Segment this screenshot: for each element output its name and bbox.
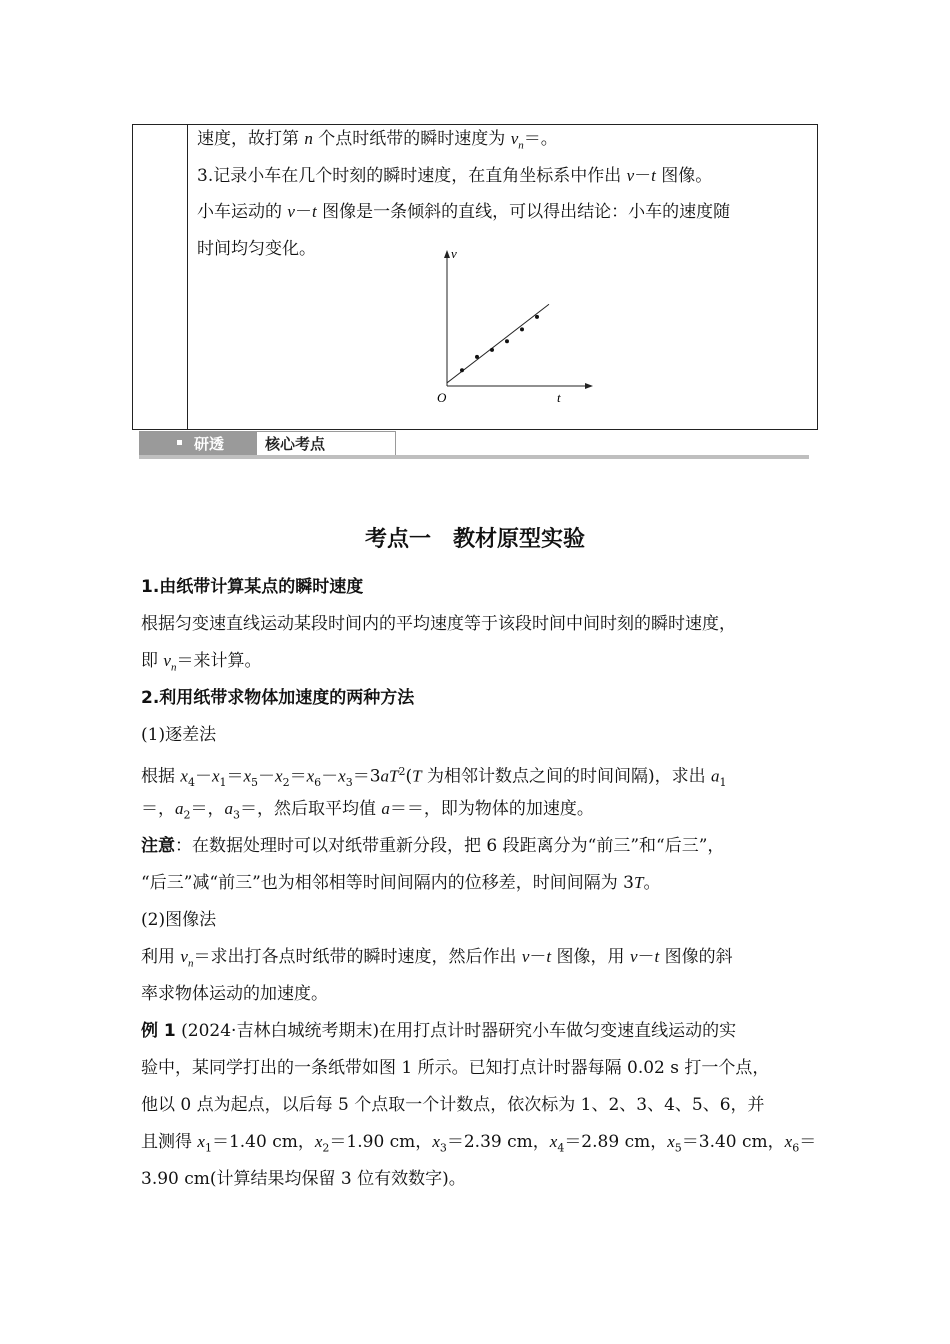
method-1-line-2: ＝，$a_2=$，$a_3=$，然后取平均值 a＝＝，即为物体的加速度。	[141, 799, 594, 822]
subsection-title-1: 1.由纸带计算某点的瞬时速度	[141, 577, 364, 597]
paragraph-1-line-2: 即 $v_n=$来计算。	[141, 651, 262, 674]
method-2-title: (2)图像法	[141, 910, 217, 930]
method-1-title: (1)逐差法	[141, 725, 217, 745]
note-line-1: 注意：在数据处理时可以对纸带重新分段，把 6 段距离分为“前三”和“后三”，	[141, 836, 725, 856]
example-line-3: 他以 0 点为起点，以后每 5 个点取一个计数点，依次标为 1、2、3、4、5、6，并	[141, 1095, 765, 1115]
table-line-2: 3.记录小车在几个时刻的瞬时速度，在直角坐标系中作出 v－t 图像。	[197, 166, 713, 186]
method-2-line-2: 率求物体运动的加速度。	[141, 984, 328, 1004]
data-point-3	[490, 348, 494, 352]
data-point-1	[460, 368, 464, 372]
data-point-6	[535, 315, 539, 319]
paragraph-1-line-1: 根据匀变速直线运动某段时间内的平均速度等于该段时间中间时刻的瞬时速度，	[141, 614, 736, 634]
method-1-line-1: 根据 $x_4-x_1=x_5-x_2=x_6-x_3=3aT^2(T$ 为相邻计数点之间的时间间隔)，求出 $a_1$	[141, 765, 727, 790]
banner-title: 核心考点	[265, 435, 326, 453]
y-axis-arrow-icon	[444, 250, 450, 258]
table-line-3: 小车运动的 v－t 图像是一条倾斜的直线，可以得出结论：小车的速度随	[197, 202, 731, 222]
section-banner	[139, 431, 809, 460]
data-point-2	[475, 355, 479, 359]
y-axis-label: v	[451, 246, 457, 261]
banner-title-box	[256, 431, 396, 455]
data-point-4	[505, 339, 509, 343]
table-column-divider	[187, 125, 188, 429]
example-line-4: 且测得 $x_1=1.40$ cm，$x_2=1.90$ cm，$x_3=2.39$ cm，$x_4=2.89$ cm，$x_5=3.40$ cm，$x_6=$	[141, 1132, 817, 1155]
subsection-title-2: 2.利用纸带求物体加速度的两种方法	[141, 688, 415, 708]
example-line-5: 3.90 cm(计算结果均保留 3 位有效数字)。	[141, 1169, 466, 1189]
section-heading: 考点一 教材原型实验	[364, 527, 585, 552]
x-axis-label: t	[557, 390, 561, 405]
x-axis-arrow-icon	[585, 383, 593, 389]
v-t-graph	[300, 138, 620, 408]
example-line-1: 例 1 (2024·吉林白城统考期末)在用打点计时器研究小车做匀变速直线运动的实	[141, 1021, 737, 1041]
banner-underline	[139, 455, 809, 459]
data-point-5	[520, 327, 524, 331]
origin-label: O	[437, 390, 447, 405]
banner-tag	[139, 431, 256, 455]
banner-tag-text: 研透	[194, 435, 225, 453]
table-line-1: 速度，故打第 n 个点时纸带的瞬时速度为 $v_n=$。	[197, 129, 558, 152]
method-2-line-1: 利用 $v_n=$求出打各点时纸带的瞬时速度，然后作出 v－t 图像，用 v－t 图像的斜	[141, 947, 733, 970]
note-line-2: “后三”减“前三”也为相邻相等时间间隔内的位移差，时间间隔为 3T。	[141, 873, 661, 893]
square-bullet-icon	[177, 440, 182, 445]
example-line-2: 验中，某同学打出的一条纸带如图 1 所示。已知打点计时器每隔 0.02 s 打一个点，	[141, 1058, 770, 1078]
table-line-4: 时间均匀变化。	[197, 239, 316, 259]
